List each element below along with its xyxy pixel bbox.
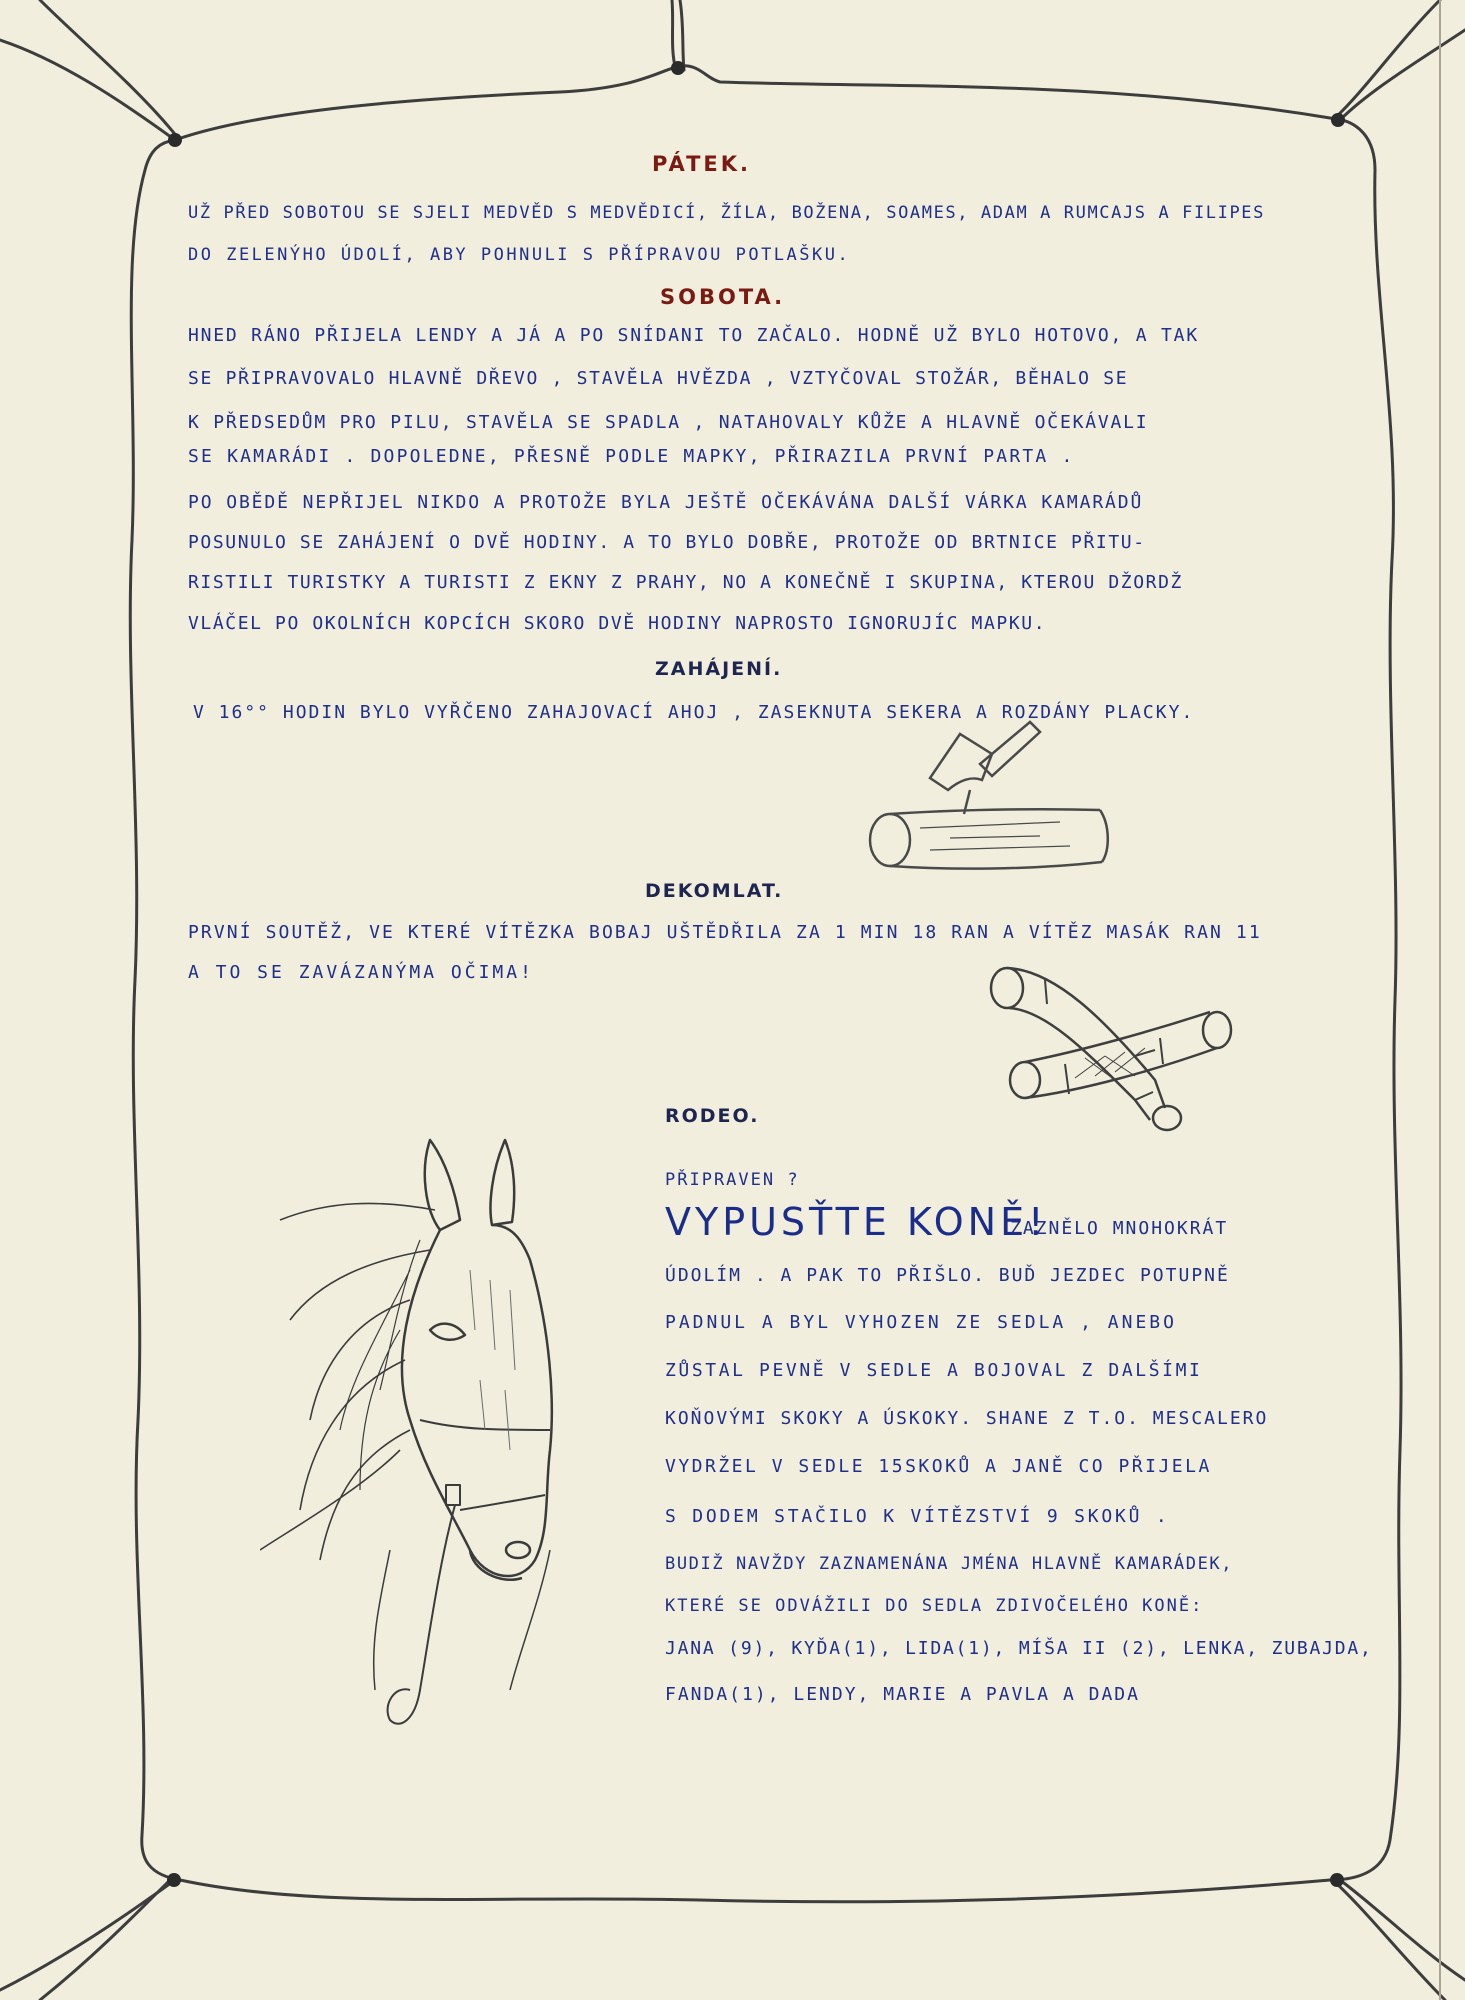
sobota-line-2: SE PŘIPRAVOVALO HLAVNĚ DŘEVO , STAVĚLA HVĚZDA , VZTYČOVAL STOŽÁR, BĚHALO SE xyxy=(188,368,1129,389)
rope-bottom-left xyxy=(0,1880,175,1990)
patek-line-1: UŽ PŘED SOBOTOU SE SJELI MEDVĚD S MEDVĚDICÍ, ŽÍLA, BOŽENA, SOAMES, ADAM A RUMCAJS A FILIPES xyxy=(188,203,1265,223)
sobota-line-7: RISTILI TURISTKY A TURISTI Z EKNY Z PRAHY, NO A KONEČNĚ I SKUPINA, KTEROU DŽORDŽ xyxy=(188,572,1183,593)
rope-bottom-right-2 xyxy=(1335,1882,1445,2000)
sobota-line-3: K PŘEDSEDŮM PRO PILU, STAVĚLA SE SPADLA , NATAHOVALY KŮŽE A HLAVNĚ OČEKÁVALI xyxy=(188,412,1149,433)
rope-bottom-right xyxy=(1340,1880,1465,1980)
heading-sobota: SOBOTA. xyxy=(660,285,786,309)
axe-in-log-sketch xyxy=(860,710,1120,880)
rodeo-line-4: ZŮSTAL PEVNĚ V SEDLE A BOJOVAL Z DALŠÍMI xyxy=(665,1360,1203,1381)
rodeo-line-7: S DODEM STAČILO K VÍTĚZSTVÍ 9 SKOKŮ . xyxy=(665,1506,1170,1527)
rodeo-line-9: KTERÉ SE ODVÁŽILI DO SEDLA ZDIVOČELÉHO KONĚ: xyxy=(665,1596,1204,1616)
rope-top-left xyxy=(0,40,175,140)
heading-zahajeni: ZAHÁJENÍ. xyxy=(655,658,783,680)
horse-head-sketch xyxy=(260,1130,590,1770)
rope-top-center xyxy=(672,0,676,70)
patek-line-2: DO ZELENÝHO ÚDOLÍ, ABY POHNULI S PŘÍPRAVOU POTLAŠKU. xyxy=(188,245,851,265)
rodeo-line-6: VYDRŽEL V SEDLE 15SKOKŮ A JANĚ CO PŘIJELA xyxy=(665,1456,1212,1477)
rodeo-ready: PŘIPRAVEN ? xyxy=(665,1170,800,1190)
zahajeni-line-1: V 16°° HODIN BYLO VYŘČENO ZAHAJOVACÍ AHOJ , ZASEKNUTA SEKERA A ROZDÁNY PLACKY. xyxy=(193,702,1195,723)
dekomlat-line-2: A TO SE ZAVÁZANÝMA OČIMA! xyxy=(188,962,534,983)
sobota-line-6: POSUNULO SE ZAHÁJENÍ O DVĚ HODINY. A TO BYLO DOBŘE, PROTOŽE OD BRTNICE PŘITU- xyxy=(188,532,1146,553)
heading-patek: PÁTEK. xyxy=(652,152,752,176)
rodeo-line-2: ÚDOLÍM . A PAK TO PŘIŠLO. BUĎ JEZDEC POTUPNĚ xyxy=(665,1265,1230,1286)
rodeo-line-11: FANDA(1), LENDY, MARIE A PAVLA A DADA xyxy=(665,1684,1140,1705)
rodeo-shout: VYPUSŤTE KONĚ! xyxy=(665,1200,1048,1244)
rope-top-right-2 xyxy=(1335,0,1440,118)
crossed-bamboo-sticks-sketch xyxy=(985,960,1245,1140)
heading-dekomlat: DEKOMLAT. xyxy=(645,880,784,902)
rodeo-line-5: KOŇOVÝMI SKOKY A ÚSKOKY. SHANE Z T.O. MESCALERO xyxy=(665,1408,1269,1429)
sobota-line-5: PO OBĚDĚ NEPŘIJEL NIKDO A PROTOŽE BYLA JEŠTĚ OČEKÁVÁNA DALŠÍ VÁRKA KAMARÁDŮ xyxy=(188,492,1144,513)
rodeo-line-3: PADNUL A BYL VYHOZEN ZE SEDLA , ANEBO xyxy=(665,1312,1177,1333)
rodeo-line-8: BUDIŽ NAVŽDY ZAZNAMENÁNA JMÉNA HLAVNĚ KAMARÁDEK, xyxy=(665,1554,1234,1574)
rope-top-left-2 xyxy=(40,0,178,138)
rodeo-line-1: ZAZNĚLO MNOHOKRÁT xyxy=(1010,1218,1229,1239)
rodeo-line-10: JANA (9), KYĎA(1), LIDA(1), MÍŠA II (2), LENKA, ZUBAJDA, xyxy=(665,1638,1373,1659)
dekomlat-line-1: PRVNÍ SOUTĚŽ, VE KTERÉ VÍTĚZKA BOBAJ UŠTĚDŘILA ZA 1 MIN 18 RAN A VÍTĚZ MASÁK RAN 11 xyxy=(188,922,1262,943)
sobota-line-1: HNED RÁNO PŘIJELA LENDY A JÁ A PO SNÍDANI TO ZAČALO. HODNĚ UŽ BYLO HOTOVO, A TAK xyxy=(188,325,1199,346)
rope-top-center-2 xyxy=(680,0,684,70)
rope-bottom-left-2 xyxy=(40,1878,172,2000)
sobota-line-4: SE KAMARÁDI . DOPOLEDNE, PŘESNĚ PODLE MAPKY, PŘIRAZILA PRVNÍ PARTA . xyxy=(188,446,1075,467)
sobota-line-8: VLÁČEL PO OKOLNÍCH KOPCÍCH SKORO DVĚ HODINY NAPROSTO IGNORUJÍC MAPKU. xyxy=(188,613,1047,634)
heading-rodeo: RODEO. xyxy=(665,1105,760,1127)
